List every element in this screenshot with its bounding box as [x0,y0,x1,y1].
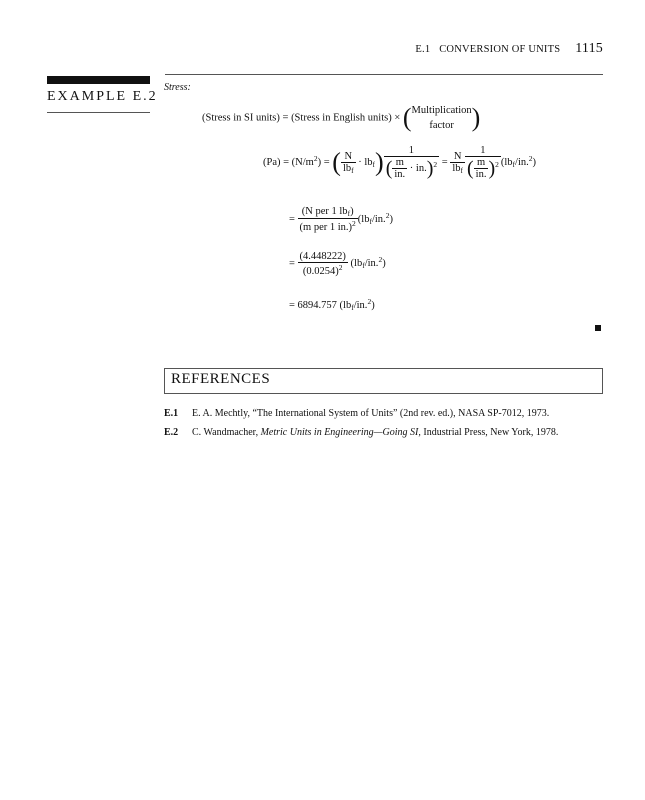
equation-line-2 [263,145,536,180]
eq1-equals: = [282,112,289,124]
eq4-tail: $(lb_f/in.^2)$ [350,255,386,271]
equation-line-4 [289,251,386,277]
eq4-equals: = [289,258,295,270]
header-rule [165,74,603,75]
end-of-example-mark [595,325,601,331]
eq1-rhs: (Stress in English units) [291,112,392,124]
example-topic: Stress: [164,82,191,93]
page-number: 1115 [575,41,603,56]
eq2-equals-3: = [441,156,448,168]
reference-item [164,427,558,438]
eq1-factor-bottom: factor [429,120,454,131]
eq2-pa: (Pa) [263,156,281,168]
reference-item [164,408,549,419]
eq4-fraction: $\frac{(4.448222)}{(0.0254)^2}$ [299,251,346,277]
eq2-n-over-lbf: $\frac{N}{lb_f}$ [342,150,354,175]
eq5-value: 6894.757 [297,300,337,311]
eq1-times: × [394,112,401,124]
references-heading: REFERENCES [171,371,271,387]
eq2-equals-1: = [283,156,290,168]
equation-line-3 [289,206,393,233]
reference-text: C. Wandmacher, [192,427,261,438]
eq3-equals: = [289,213,295,225]
eq1-open-paren: ( [402,103,412,132]
eq2-equals-2: = [323,156,330,168]
equation-line-5 [289,297,375,312]
reference-number: E.1 [164,408,179,419]
eq2-open-paren: ( [332,147,341,177]
eq2-n-lbf: $\frac{N}{lb_f}$ [452,150,463,175]
eq5-equals: = [289,300,295,311]
example-rule [47,112,150,113]
reference-number: E.2 [164,427,179,438]
eq1-factor-top: Multiplication [411,105,472,116]
eq2-nm: $(N/m^2)$ [291,153,322,168]
running-head [415,41,603,57]
eq3-fraction: $\frac{(N per 1 lb_f)}{(m per 1 in.)^2}$ [299,206,356,233]
example-label: EXAMPLE E.2 [47,89,158,104]
section-title: CONVERSION OF UNITS [439,44,561,55]
eq2-one-over: 1 ( $\frac{m}{in.}$ · in.)$^2$ [385,145,438,180]
eq2-one-over-m-in: 1 ( $\frac{m}{in.}$ )$^2$ [466,145,499,180]
eq3-tail: $(lb_f/in.^2)$ [357,210,393,226]
eq2-close-paren: ) [375,147,384,177]
eq1-factor [412,103,472,133]
reference-text: E. A. Mechtly, “The International System of Units” (2nd rev. ed.), NASA SP-7012, 1973. [192,408,550,419]
eq5-tail: $(lb_f/in.^2)$ [339,297,375,312]
equation-line-1 [202,103,480,133]
section-number: E.1 [415,44,431,55]
eq1-close-paren: ) [471,103,481,132]
reference-book-title: Metric Units in Engineering—Going SI, [260,427,421,438]
eq1-lhs: (Stress in SI units) [202,112,280,124]
eq2-tail: $(lb_f/in.^2)$ [500,153,537,169]
example-bar [47,76,150,84]
reference-text-tail: Industrial Press, New York, 1978. [420,427,559,438]
eq2-dot-lbf: · $lb_f$ [358,156,376,169]
